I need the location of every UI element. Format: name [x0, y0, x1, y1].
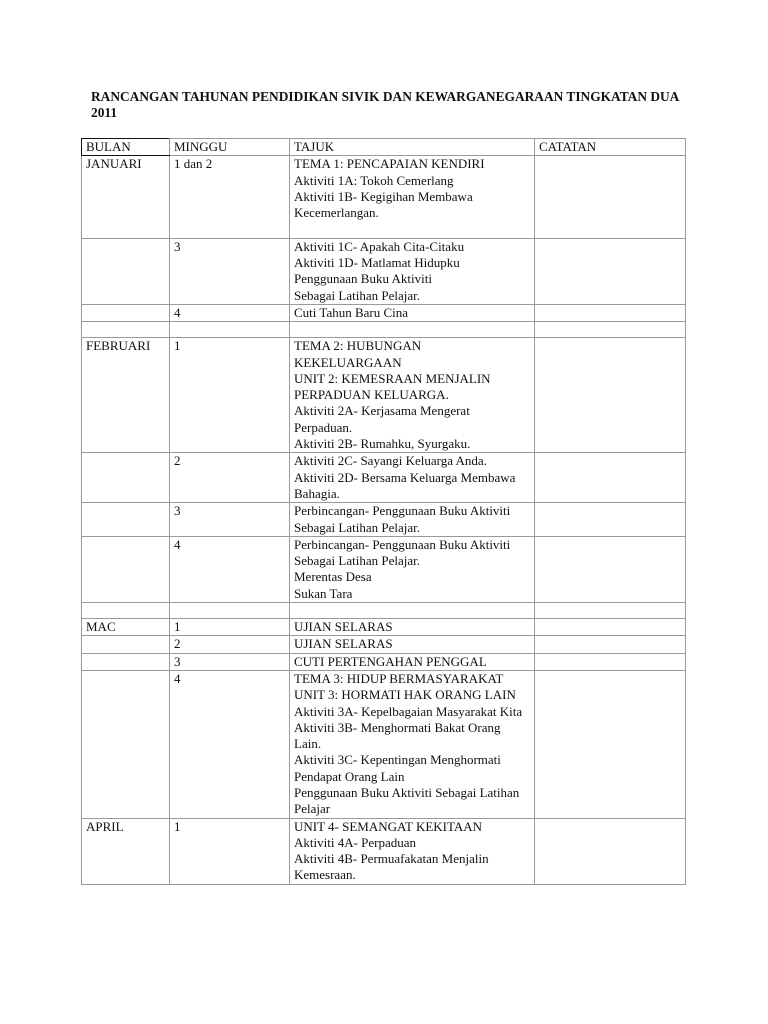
cell-minggu: 1 [170, 818, 290, 884]
cell-minggu [170, 322, 290, 338]
cell-bulan [82, 503, 170, 537]
header-catatan: CATATAN [535, 139, 686, 156]
document-title: RANCANGAN TAHUNAN PENDIDIKAN SIVIK DAN KEWARGANEGARAAN TINGKATAN DUA 2011 [91, 89, 679, 120]
table-row [82, 536, 686, 602]
cell-tajuk [290, 322, 535, 338]
cell-bulan [82, 304, 170, 321]
cell-catatan [535, 238, 686, 304]
cell-catatan [535, 619, 686, 636]
table-row [82, 156, 686, 238]
cell-bulan: APRIL [82, 818, 170, 884]
cell-tajuk: Aktiviti 2C- Sayangi Keluarga Anda. Aktiviti 2D- Bersama Keluarga Membawa Bahagia. [290, 453, 535, 503]
cell-minggu: 2 [170, 453, 290, 503]
cell-minggu: 3 [170, 653, 290, 670]
cell-catatan [535, 322, 686, 338]
table-row [82, 503, 686, 537]
cell-minggu: 2 [170, 636, 290, 653]
table-row [82, 636, 686, 653]
cell-catatan [535, 603, 686, 619]
table-row [82, 619, 686, 636]
cell-minggu: 3 [170, 503, 290, 537]
cell-catatan [535, 338, 686, 453]
table-row [82, 322, 686, 338]
cell-minggu: 1 [170, 338, 290, 453]
table-row [82, 338, 686, 453]
cell-tajuk [290, 603, 535, 619]
table-row [82, 603, 686, 619]
header-minggu: MINGGU [170, 139, 290, 156]
table-row [82, 453, 686, 503]
cell-tajuk: TEMA 2: HUBUNGAN KEKELUARGAAN UNIT 2: KEMESRAAN MENJALIN PERPADUAN KELUARGA. Aktiviti 2A- Kerjasama Mengerat Perpaduan. Aktiviti 2B- Rumahku, Syurgaku. [290, 338, 535, 453]
cell-bulan [82, 670, 170, 818]
cell-bulan [82, 238, 170, 304]
cell-catatan [535, 453, 686, 503]
table-header-row [82, 139, 686, 156]
cell-minggu [170, 603, 290, 619]
cell-bulan [82, 653, 170, 670]
cell-minggu: 4 [170, 304, 290, 321]
cell-tajuk: CUTI PERTENGAHAN PENGGAL [290, 653, 535, 670]
cell-bulan: FEBRUARI [82, 338, 170, 453]
cell-bulan [82, 322, 170, 338]
cell-bulan [82, 453, 170, 503]
header-tajuk: TAJUK [290, 139, 535, 156]
table-row [82, 238, 686, 304]
cell-tajuk: Aktiviti 1C- Apakah Cita-Citaku Aktiviti 1D- Matlamat Hidupku Penggunaan Buku Aktiviti Sebagai Latihan Pelajar. [290, 238, 535, 304]
cell-bulan: JANUARI [82, 156, 170, 238]
table-row [82, 818, 686, 884]
cell-catatan [535, 536, 686, 602]
table-body [82, 156, 686, 884]
cell-catatan [535, 670, 686, 818]
cell-tajuk: UNIT 4- SEMANGAT KEKITAAN Aktiviti 4A- Perpaduan Aktiviti 4B- Permuafakatan Menjalin Kemesraan. [290, 818, 535, 884]
cell-catatan [535, 653, 686, 670]
table-row [82, 653, 686, 670]
cell-bulan [82, 536, 170, 602]
cell-tajuk: Perbincangan- Penggunaan Buku Aktiviti Sebagai Latihan Pelajar. Merentas Desa Sukan Tara [290, 536, 535, 602]
cell-bulan [82, 603, 170, 619]
cell-tajuk: Cuti Tahun Baru Cina [290, 304, 535, 321]
header-bulan: BULAN [82, 139, 170, 156]
cell-tajuk: TEMA 1: PENCAPAIAN KENDIRI Aktiviti 1A: Tokoh Cemerlang Aktiviti 1B- Kegigihan Membawa Kecemerlangan. [290, 156, 535, 238]
cell-minggu: 1 dan 2 [170, 156, 290, 238]
cell-catatan [535, 636, 686, 653]
table-row [82, 304, 686, 321]
cell-bulan [82, 636, 170, 653]
cell-tajuk: Perbincangan- Penggunaan Buku Aktiviti Sebagai Latihan Pelajar. [290, 503, 535, 537]
cell-catatan [535, 156, 686, 238]
cell-tajuk: TEMA 3: HIDUP BERMASYARAKAT UNIT 3: HORMATI HAK ORANG LAIN Aktiviti 3A- Kepelbagaian Masyarakat Kita Aktiviti 3B- Menghormati Bakat Orang Lain. Aktiviti 3C- Kepentingan Menghormati Pendapat Orang Lain Penggunaan Buku Aktiviti Sebagai Latihan Pelajar [290, 670, 535, 818]
cell-minggu: 3 [170, 238, 290, 304]
cell-tajuk: UJIAN SELARAS [290, 619, 535, 636]
cell-catatan [535, 503, 686, 537]
cell-minggu: 4 [170, 536, 290, 602]
cell-minggu: 1 [170, 619, 290, 636]
cell-tajuk: UJIAN SELARAS [290, 636, 535, 653]
cell-bulan: MAC [82, 619, 170, 636]
cell-catatan [535, 818, 686, 884]
table-row [82, 670, 686, 818]
cell-catatan [535, 304, 686, 321]
annual-plan-table [81, 138, 686, 885]
cell-minggu: 4 [170, 670, 290, 818]
